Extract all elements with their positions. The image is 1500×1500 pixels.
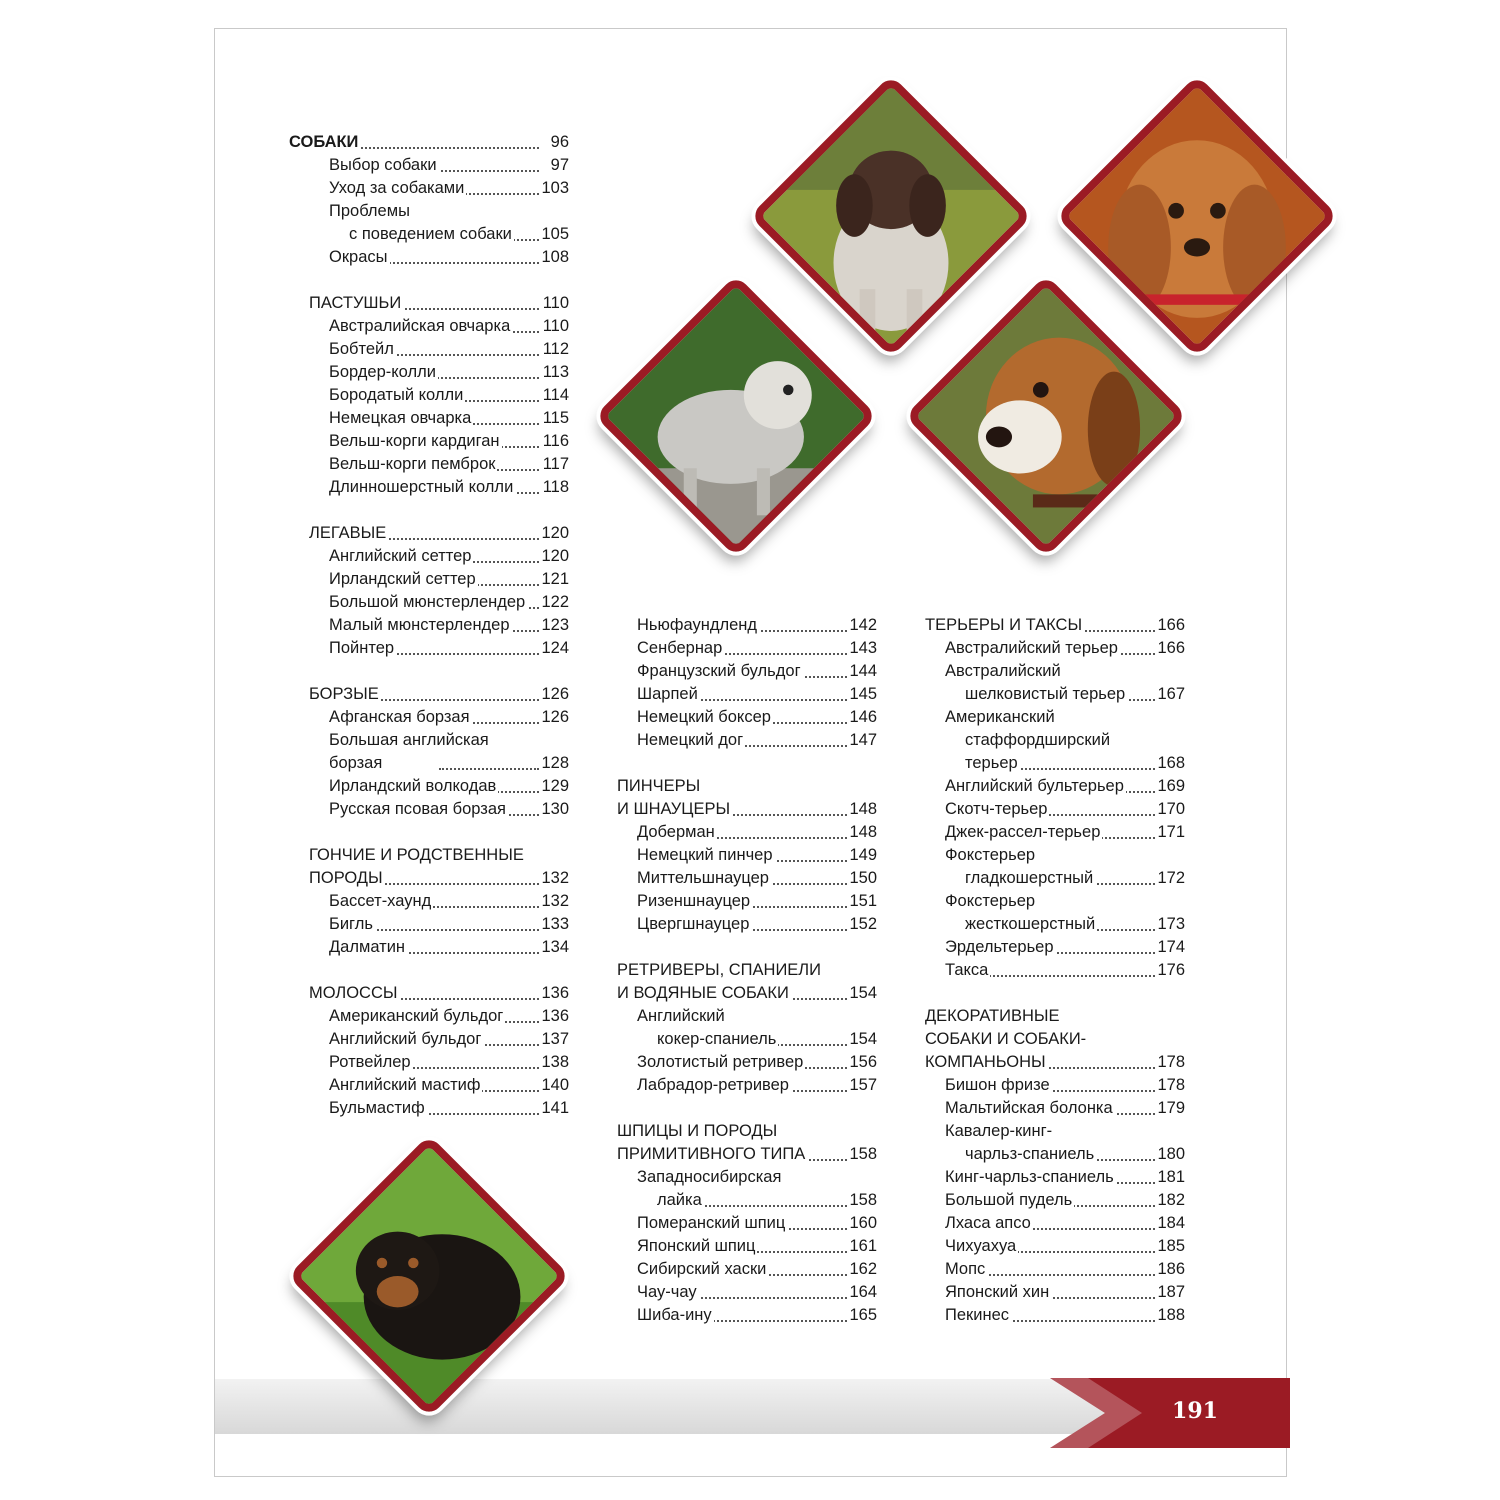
toc-entry[interactable]: Бигль 133 bbox=[329, 913, 569, 936]
toc-entry[interactable]: Американский бульдог 136 bbox=[329, 1005, 569, 1028]
toc-entry[interactable]: Французский бульдог 144 bbox=[637, 660, 877, 683]
toc-entry[interactable]: Пойнтер 124 bbox=[329, 637, 569, 660]
toc-section-line: ШПИЦЫ И ПОРОДЫ bbox=[617, 1122, 778, 1140]
toc-entry[interactable]: Вельш-корги кардиган 116 bbox=[329, 430, 569, 453]
toc-entry[interactable]: Чау-чау 164 bbox=[637, 1281, 877, 1304]
toc-entry[interactable]: Шарпей 145 bbox=[637, 683, 877, 706]
toc-entry[interactable]: чарльз-спаниель 180 bbox=[965, 1143, 1185, 1166]
toc-entry[interactable]: Немецкая овчарка 115 bbox=[329, 407, 569, 430]
toc-entry[interactable]: Джек-рассел-терьер 171 bbox=[945, 821, 1185, 844]
toc-entry[interactable]: гладкошерстный 172 bbox=[965, 867, 1185, 890]
toc-entry[interactable]: Русская псовая борзая 130 bbox=[329, 798, 569, 821]
toc-section[interactable]: КОМПАНЬОНЫ 178 bbox=[925, 1051, 1185, 1074]
toc-entry[interactable]: Вельш-корги пемброк 117 bbox=[329, 453, 569, 476]
toc-entry[interactable]: Бульмастиф 141 bbox=[329, 1097, 569, 1120]
toc-entry[interactable]: Сенбернар 143 bbox=[637, 637, 877, 660]
toc-entry[interactable]: Эрдельтерьер 174 bbox=[945, 936, 1185, 959]
toc-entry-line: Американский bbox=[945, 708, 1055, 726]
toc-entry[interactable]: Большой пудель 182 bbox=[945, 1189, 1185, 1212]
toc-entry[interactable]: лайка 158 bbox=[657, 1189, 877, 1212]
toc-entry[interactable]: Длинношерстный колли 118 bbox=[329, 476, 569, 499]
toc-entry[interactable]: Шиба-ину 165 bbox=[637, 1304, 877, 1327]
toc-entry[interactable]: Бордер-колли 113 bbox=[329, 361, 569, 384]
toc-entry[interactable]: Малый мюнстерлендер 123 bbox=[329, 614, 569, 637]
toc-section-line: ПИНЧЕРЫ bbox=[617, 777, 701, 795]
toc-entry[interactable]: Английский сеттер 120 bbox=[329, 545, 569, 568]
toc-entry[interactable]: Мальтийская болонка 179 bbox=[945, 1097, 1185, 1120]
toc-entry[interactable]: Миттельшнауцер 150 bbox=[637, 867, 877, 890]
toc-entry[interactable]: Сибирский хаски 162 bbox=[637, 1258, 877, 1281]
toc-entry[interactable]: терьер 168 bbox=[965, 752, 1185, 775]
toc-entry[interactable]: Кинг-чарльз-спаниель 181 bbox=[945, 1166, 1185, 1189]
toc-entry[interactable]: Окрасы 108 bbox=[329, 246, 569, 269]
toc-entry[interactable]: Немецкий пинчер 149 bbox=[637, 844, 877, 867]
toc-entry[interactable]: шелковистый терьер 167 bbox=[965, 683, 1185, 706]
toc-entry[interactable]: кокер-спаниель 154 bbox=[657, 1028, 877, 1051]
toc-section[interactable]: ПОРОДЫ 132 bbox=[309, 867, 569, 890]
toc-entry[interactable]: Немецкий дог 147 bbox=[637, 729, 877, 752]
toc-entry-line: Большая английская bbox=[329, 731, 489, 749]
toc-entry[interactable]: Пекинес 188 bbox=[945, 1304, 1185, 1327]
toc-entry[interactable]: Английский мастиф 140 bbox=[329, 1074, 569, 1097]
toc-entry[interactable]: с поведением собаки 105 bbox=[349, 223, 569, 246]
toc-section-line: СОБАКИ И СОБАКИ- bbox=[925, 1030, 1087, 1048]
toc-entry[interactable]: Японский хин 187 bbox=[945, 1281, 1185, 1304]
toc-entry[interactable]: СОБАКИ 96 bbox=[289, 131, 569, 154]
toc-entry[interactable]: Ирландский сеттер 121 bbox=[329, 568, 569, 591]
toc-entry[interactable]: Австралийский терьер 166 bbox=[945, 637, 1185, 660]
toc-entry[interactable]: Австралийская овчарка 110 bbox=[329, 315, 569, 338]
toc-entry[interactable]: Английский бультерьер 169 bbox=[945, 775, 1185, 798]
toc-entry-line: Фокстерьер bbox=[945, 892, 1036, 910]
toc-section[interactable]: И ВОДЯНЫЕ СОБАКИ 154 bbox=[617, 982, 877, 1005]
toc-entry[interactable]: Бишон фризе 178 bbox=[945, 1074, 1185, 1097]
toc-section-line: РЕТРИВЕРЫ, СПАНИЕЛИ bbox=[617, 961, 821, 979]
page-number: 191 bbox=[1172, 1398, 1218, 1424]
toc-entry-line: Английский bbox=[637, 1007, 725, 1025]
toc-entry[interactable]: жесткошерстный 173 bbox=[965, 913, 1185, 936]
toc-entry[interactable]: Английский бульдог 137 bbox=[329, 1028, 569, 1051]
toc-entry[interactable]: Лабрадор-ретривер 157 bbox=[637, 1074, 877, 1097]
toc-section[interactable]: МОЛОССЫ 136 bbox=[309, 982, 569, 1005]
toc-entry[interactable]: Бассет-хаунд 132 bbox=[329, 890, 569, 913]
toc-entry[interactable]: борзая 128 bbox=[329, 752, 569, 775]
toc-entry[interactable]: Большой мюнстерлендер 122 bbox=[329, 591, 569, 614]
toc-entry[interactable]: Немецкий боксер 146 bbox=[637, 706, 877, 729]
toc-entry[interactable]: Такса 176 bbox=[945, 959, 1185, 982]
toc-entry[interactable]: Бобтейл 112 bbox=[329, 338, 569, 361]
toc-section[interactable]: БОРЗЫЕ 126 bbox=[309, 683, 569, 706]
toc-section[interactable]: ТЕРЬЕРЫ И ТАКСЫ 166 bbox=[925, 614, 1185, 637]
toc-entry[interactable]: Выбор собаки 97 bbox=[329, 154, 569, 177]
toc-section[interactable]: И ШНАУЦЕРЫ 148 bbox=[617, 798, 877, 821]
toc-entry-line: Фокстерьер bbox=[945, 846, 1036, 864]
toc-section-line: ГОНЧИЕ И РОДСТВЕННЫЕ bbox=[309, 846, 524, 864]
toc-entry[interactable]: Афганская борзая 126 bbox=[329, 706, 569, 729]
toc-entry[interactable]: Ротвейлер 138 bbox=[329, 1051, 569, 1074]
toc-entry-line: Западносибирская bbox=[637, 1168, 782, 1186]
toc-section[interactable]: ПРИМИТИВНОГО ТИПА 158 bbox=[617, 1143, 877, 1166]
toc-entry[interactable]: Бородатый колли 114 bbox=[329, 384, 569, 407]
toc-entry[interactable]: Японский шпиц 161 bbox=[637, 1235, 877, 1258]
toc-entry-line: Австралийский bbox=[945, 662, 1061, 680]
toc-entry[interactable]: Золотистый ретривер 156 bbox=[637, 1051, 877, 1074]
toc-section[interactable]: ЛЕГАВЫЕ 120 bbox=[309, 522, 569, 545]
toc-section-line: ДЕКОРАТИВНЫЕ bbox=[925, 1007, 1060, 1025]
toc-entry[interactable]: Уход за собаками 103 bbox=[329, 177, 569, 200]
toc-section[interactable]: ПАСТУШЬИ 110 bbox=[309, 292, 569, 315]
toc-entry[interactable]: Померанский шпиц 160 bbox=[637, 1212, 877, 1235]
toc-entry[interactable]: Скотч-терьер 170 bbox=[945, 798, 1185, 821]
toc-entry[interactable]: Цвергшнауцер 152 bbox=[637, 913, 877, 936]
toc-entry[interactable]: Ризеншнауцер 151 bbox=[637, 890, 877, 913]
toc-entry[interactable]: Чихуахуа 185 bbox=[945, 1235, 1185, 1258]
toc-entry[interactable]: Мопс 186 bbox=[945, 1258, 1185, 1281]
toc-entry[interactable]: Ирландский волкодав 129 bbox=[329, 775, 569, 798]
toc-entry[interactable]: Лхаса апсо 184 bbox=[945, 1212, 1185, 1235]
toc-entry-line: Кавалер-кинг- bbox=[945, 1122, 1053, 1140]
toc-entry-line: Проблемы bbox=[329, 202, 410, 220]
toc-entry[interactable]: Доберман 148 bbox=[637, 821, 877, 844]
toc-entry[interactable]: Ньюфаундленд 142 bbox=[637, 614, 877, 637]
toc-entry-line: стаффордширский bbox=[965, 731, 1111, 749]
toc-entry[interactable]: Далматин 134 bbox=[329, 936, 569, 959]
